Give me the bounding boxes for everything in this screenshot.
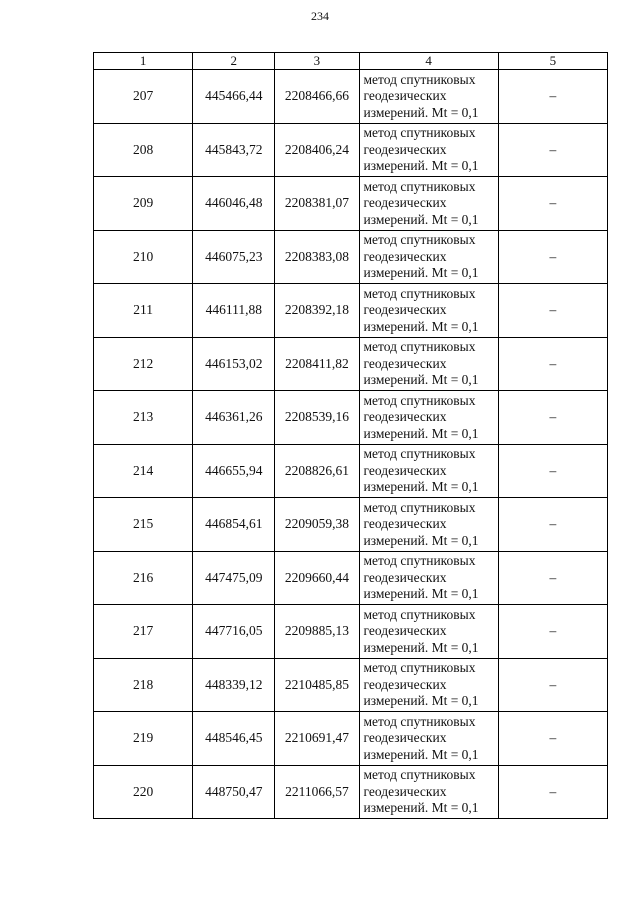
- table-row: [94, 551, 608, 605]
- method-cell: [359, 765, 498, 819]
- point-cell: 210: [94, 230, 193, 284]
- method-cell: [359, 230, 498, 284]
- x-coordinate-cell: 448750,47: [193, 765, 275, 819]
- point-cell: 215: [94, 498, 193, 552]
- note-cell: –: [498, 712, 607, 766]
- method-line: измерений. Mt = 0,1: [363, 211, 479, 227]
- table-row: [94, 284, 608, 338]
- y-coordinate-cell: 2208392,18: [275, 284, 359, 338]
- point-cell: 214: [94, 444, 193, 498]
- method-cell: [359, 551, 498, 605]
- method-cell: [359, 712, 498, 766]
- method-line: геодезических: [363, 302, 447, 317]
- method-line: метод спутниковых: [363, 499, 476, 515]
- point-cell: 213: [94, 391, 193, 445]
- method-cell: [359, 337, 498, 391]
- note-cell: –: [498, 658, 607, 712]
- note-cell: –: [498, 444, 607, 498]
- x-coordinate-cell: 447716,05: [193, 605, 275, 659]
- x-coordinate-cell: 446655,94: [193, 444, 275, 498]
- method-line: метод спутниковых: [363, 606, 476, 622]
- note-cell: –: [498, 284, 607, 338]
- point-cell: 208: [94, 123, 193, 177]
- method-line: измерений. Mt = 0,1: [363, 639, 479, 655]
- table-header-row: [94, 53, 608, 70]
- header-col-1: 1: [94, 53, 193, 70]
- method-line: измерений. Mt = 0,1: [363, 532, 479, 548]
- method-line: геодезических: [363, 141, 447, 157]
- table-row: [94, 658, 608, 712]
- method-line: метод спутниковых: [363, 71, 476, 87]
- note-cell: –: [498, 498, 607, 552]
- y-coordinate-cell: 2210691,47: [275, 712, 359, 766]
- method-cell: [359, 177, 498, 231]
- point-cell: 207: [94, 70, 193, 124]
- method-line: метод спутниковых: [363, 767, 476, 782]
- method-line: геодезических: [363, 88, 447, 103]
- table-row: [94, 177, 608, 231]
- y-coordinate-cell: 2208411,82: [275, 337, 359, 391]
- x-coordinate-cell: 446854,61: [193, 498, 275, 552]
- point-cell: 209: [94, 177, 193, 231]
- method-cell: [359, 498, 498, 552]
- point-cell: 211: [94, 284, 193, 338]
- method-line: метод спутниковых: [363, 553, 476, 568]
- method-line: метод спутниковых: [363, 178, 476, 194]
- note-cell: –: [498, 177, 607, 231]
- table-row: [94, 498, 608, 552]
- method-line: измерений. Mt = 0,1: [363, 586, 479, 601]
- y-coordinate-cell: 2209660,44: [275, 551, 359, 605]
- method-line: метод спутниковых: [363, 232, 476, 247]
- method-line: метод спутниковых: [363, 446, 476, 461]
- method-line: геодезических: [363, 623, 447, 638]
- point-cell: 220: [94, 765, 193, 819]
- method-line: геодезических: [363, 730, 447, 745]
- method-line: измерений. Mt = 0,1: [363, 425, 479, 441]
- point-cell: 219: [94, 712, 193, 766]
- y-coordinate-cell: 2208381,07: [275, 177, 359, 231]
- method-line: геодезических: [363, 569, 447, 585]
- method-line: геодезических: [363, 409, 447, 424]
- x-coordinate-cell: 446111,88: [193, 284, 275, 338]
- point-cell: 218: [94, 658, 193, 712]
- x-coordinate-cell: 448339,12: [193, 658, 275, 712]
- note-cell: –: [498, 70, 607, 124]
- method-line: метод спутниковых: [363, 125, 476, 140]
- point-cell: 216: [94, 551, 193, 605]
- point-cell: 217: [94, 605, 193, 659]
- method-line: метод спутниковых: [363, 285, 476, 301]
- coordinates-table: [93, 52, 608, 819]
- x-coordinate-cell: 448546,45: [193, 712, 275, 766]
- y-coordinate-cell: 2209059,38: [275, 498, 359, 552]
- y-coordinate-cell: 2208466,66: [275, 70, 359, 124]
- method-line: измерений. Mt = 0,1: [363, 479, 479, 494]
- y-coordinate-cell: 2208383,08: [275, 230, 359, 284]
- method-cell: [359, 284, 498, 338]
- y-coordinate-cell: 2211066,57: [275, 765, 359, 819]
- note-cell: –: [498, 551, 607, 605]
- header-col-3: 3: [275, 53, 359, 70]
- table-row: [94, 444, 608, 498]
- y-coordinate-cell: 2208406,24: [275, 123, 359, 177]
- table-row: [94, 712, 608, 766]
- x-coordinate-cell: 447475,09: [193, 551, 275, 605]
- method-line: измерений. Mt = 0,1: [363, 158, 479, 173]
- method-line: геодезических: [363, 783, 447, 799]
- method-line: геодезических: [363, 462, 447, 478]
- table-row: [94, 391, 608, 445]
- x-coordinate-cell: 445843,72: [193, 123, 275, 177]
- method-line: метод спутниковых: [363, 392, 476, 408]
- method-line: геодезических: [363, 248, 447, 264]
- method-line: геодезических: [363, 195, 447, 210]
- x-coordinate-cell: 446361,26: [193, 391, 275, 445]
- table-row: [94, 123, 608, 177]
- table-row: [94, 230, 608, 284]
- note-cell: –: [498, 605, 607, 659]
- method-cell: [359, 444, 498, 498]
- method-cell: [359, 391, 498, 445]
- note-cell: –: [498, 391, 607, 445]
- method-line: геодезических: [363, 676, 447, 692]
- x-coordinate-cell: 446153,02: [193, 337, 275, 391]
- x-coordinate-cell: 446046,48: [193, 177, 275, 231]
- table-row: [94, 605, 608, 659]
- header-col-5: 5: [498, 53, 607, 70]
- point-cell: 212: [94, 337, 193, 391]
- method-line: измерений. Mt = 0,1: [363, 372, 479, 387]
- method-line: метод спутниковых: [363, 713, 476, 729]
- method-line: измерений. Mt = 0,1: [363, 800, 479, 815]
- y-coordinate-cell: 2210485,85: [275, 658, 359, 712]
- note-cell: –: [498, 123, 607, 177]
- method-line: измерений. Mt = 0,1: [363, 746, 479, 762]
- y-coordinate-cell: 2208539,16: [275, 391, 359, 445]
- method-line: измерений. Mt = 0,1: [363, 265, 479, 280]
- note-cell: –: [498, 230, 607, 284]
- method-line: измерений. Mt = 0,1: [363, 693, 479, 708]
- method-line: геодезических: [363, 355, 447, 371]
- method-line: метод спутниковых: [363, 339, 476, 354]
- y-coordinate-cell: 2208826,61: [275, 444, 359, 498]
- method-cell: [359, 123, 498, 177]
- page-number: 234: [311, 9, 329, 23]
- table-row: [94, 765, 608, 819]
- method-line: геодезических: [363, 516, 447, 531]
- note-cell: –: [498, 765, 607, 819]
- method-line: измерений. Mt = 0,1: [363, 104, 479, 120]
- method-cell: [359, 70, 498, 124]
- table-row: [94, 337, 608, 391]
- y-coordinate-cell: 2209885,13: [275, 605, 359, 659]
- header-col-2: 2: [193, 53, 275, 70]
- method-line: метод спутниковых: [363, 660, 476, 675]
- method-line: измерений. Mt = 0,1: [363, 318, 479, 334]
- header-col-4: 4: [359, 53, 498, 70]
- method-cell: [359, 605, 498, 659]
- x-coordinate-cell: 445466,44: [193, 70, 275, 124]
- note-cell: –: [498, 337, 607, 391]
- x-coordinate-cell: 446075,23: [193, 230, 275, 284]
- method-cell: [359, 658, 498, 712]
- table-row: [94, 70, 608, 124]
